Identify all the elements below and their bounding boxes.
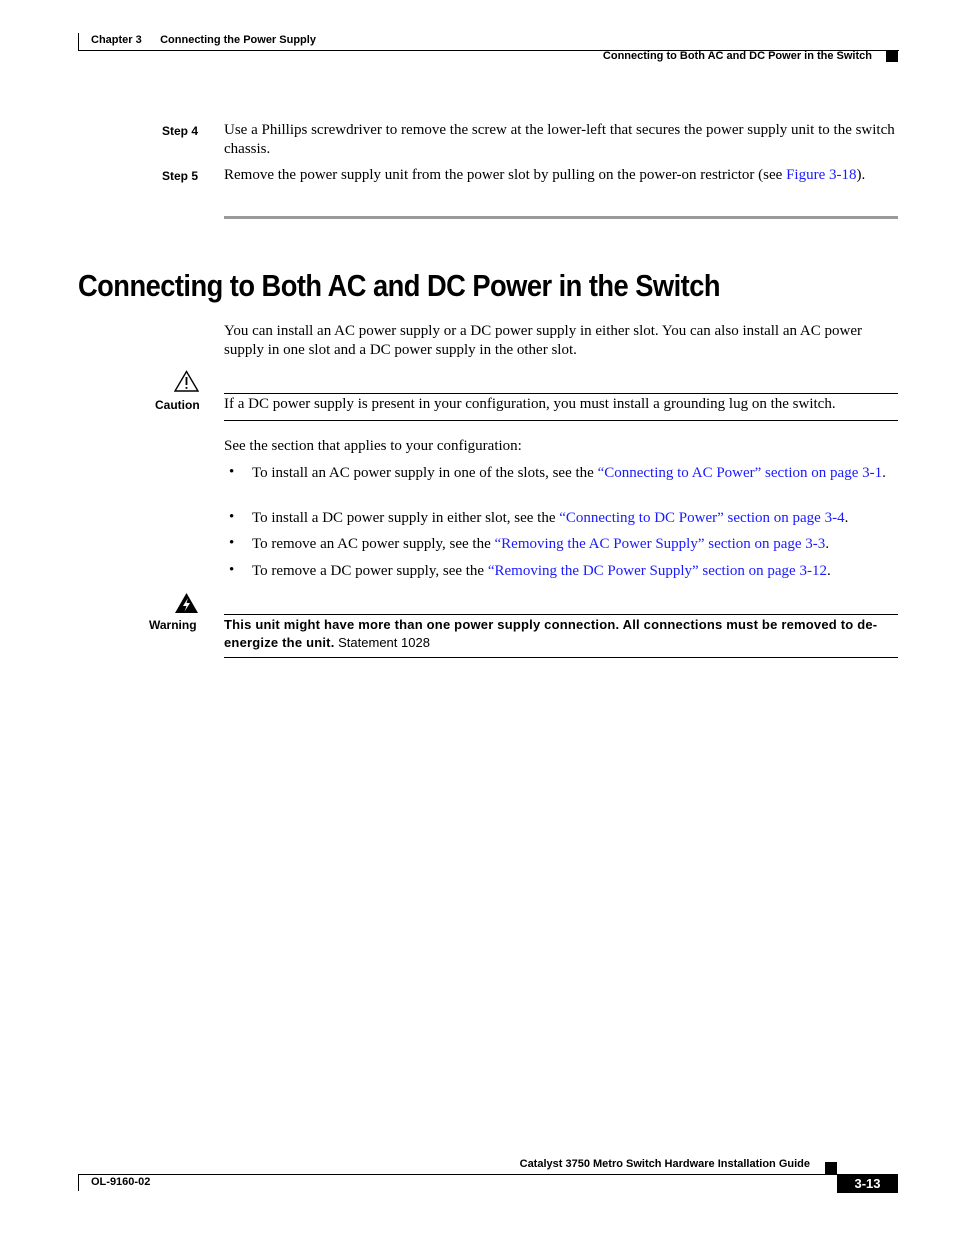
caution-label: Caution [155,398,200,412]
list-item: To remove an AC power supply, see the “Removing the AC Power Supply” section on page 3-3. [252,536,830,552]
step-5-label: Step 5 [162,169,199,183]
removing-ac-power-supply-link[interactable]: “Removing the AC Power Supply” section on page 3-3 [494,536,826,552]
figure-3-18-link[interactable]: Figure 3-18 [786,167,857,183]
list-item: To install an AC power supply in one of the slots, see the “Connecting to AC Power” section on page 3-1. [252,465,886,481]
bullet-marker: • [229,509,235,525]
section-intro: You can install an AC power supply or a DC power supply in either slot. You can also install an AC power supply in one slot and a DC power supply in the other slot. [224,323,863,358]
warning-top-rule [224,614,898,615]
header-chapter: Chapter 3 Connecting the Power Supply [91,34,316,46]
caution-text: If a DC power supply is present in your configuration, you must install a grounding lug on the switch. [224,396,836,412]
warning-bold-text: This unit might have more than one power supply connection. All connections must be removed to de-energize the unit. [224,617,878,650]
connecting-dc-power-link[interactable]: “Connecting to DC Power” section on page 3-4 [559,510,845,526]
caution-bottom-rule [224,420,898,421]
warning-bottom-rule [224,657,898,658]
connecting-ac-power-link[interactable]: “Connecting to AC Power” section on page 3-1 [597,465,883,481]
caution-icon [174,370,199,397]
bullet-marker: • [229,535,235,551]
footer-marker [825,1162,837,1174]
step-4-text: Use a Phillips screwdriver to remove the screw at the lower-left that secures the power supply unit to the switch chassis. [224,122,895,157]
footer-page-number: 3-13 [837,1175,898,1193]
step-5-text: Remove the power supply unit from the power slot by pulling on the power-on restrictor (see Figure 3-18). [224,167,866,183]
footer-rule [78,1174,898,1175]
removing-dc-power-supply-link[interactable]: “Removing the DC Power Supply” section on page 3-12 [487,563,827,579]
step-4-label: Step 4 [162,124,199,138]
section-heading: Connecting to Both AC and DC Power in the Switch [78,268,721,303]
procedure-end-rule [224,216,898,219]
list-item: To install a DC power supply in either slot, see the “Connecting to DC Power” section on page 3-4. [252,510,849,526]
footer-doc-number: OL-9160-02 [91,1176,151,1188]
see-section-text: See the section that applies to your configuration: [224,438,522,454]
header-section-title: Connecting to Both AC and DC Power in the Switch [602,50,872,62]
warning-text [224,616,894,652]
header-marker [886,50,898,62]
warning-label: Warning [149,618,197,632]
footer-vertical-rule [78,1174,79,1191]
caution-top-rule [224,393,898,394]
footer-guide-title: Catalyst 3750 Metro Switch Hardware Installation Guide [519,1158,810,1170]
warning-icon [174,592,199,619]
bullet-marker: • [229,464,235,480]
warning-statement: Statement 1028 [338,635,430,650]
list-item: To remove a DC power supply, see the “Removing the DC Power Supply” section on page 3-12. [252,563,831,579]
bullet-marker: • [229,562,235,578]
